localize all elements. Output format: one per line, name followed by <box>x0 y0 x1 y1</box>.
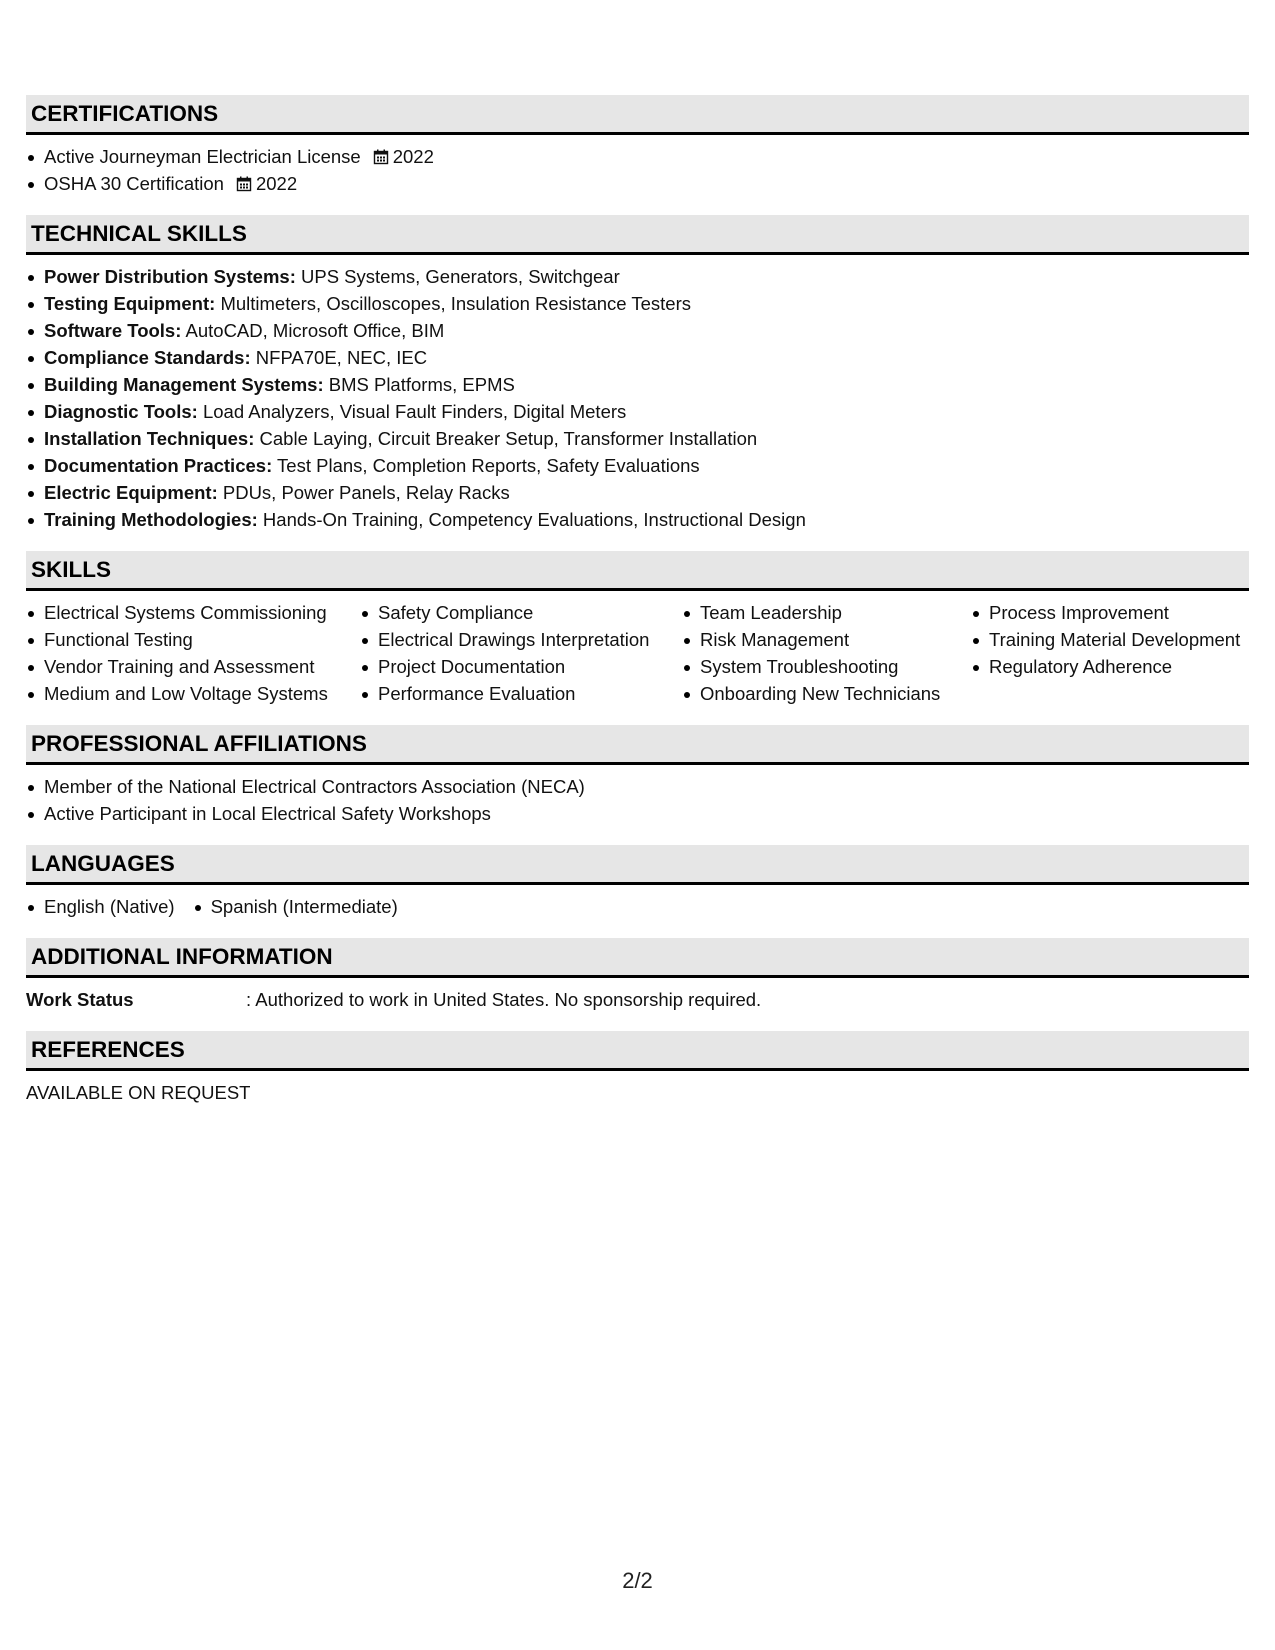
skill-label: Electric Equipment: <box>44 482 218 503</box>
section-heading: LANGUAGES <box>26 845 1249 885</box>
list-item: Functional Testing <box>26 626 360 653</box>
list-item <box>26 263 1249 290</box>
list-item: Active Participant in Local Electrical Safety Workshops <box>26 800 1249 827</box>
certification-year: 2022 <box>255 173 298 194</box>
skill-value: Hands-On Training, Competency Evaluations, Instructional Design <box>262 509 806 530</box>
section-heading: CERTIFICATIONS <box>26 95 1249 135</box>
skills-column <box>26 599 360 707</box>
list-item: Member of the National Electrical Contractors Association (NECA) <box>26 773 1249 800</box>
work-status-row <box>26 986 1249 1013</box>
section-heading: REFERENCES <box>26 1031 1249 1071</box>
skill-value: Load Analyzers, Visual Fault Finders, Digital Meters <box>202 401 627 422</box>
technical-skills-list <box>26 263 1249 533</box>
references-text: AVAILABLE ON REQUEST <box>26 1082 251 1103</box>
affiliations-section <box>26 725 1249 827</box>
list-item <box>26 398 1249 425</box>
list-item: Safety Compliance <box>360 599 682 626</box>
list-item <box>26 317 1249 344</box>
list-item <box>26 506 1249 533</box>
list-item: Spanish (Intermediate) <box>193 893 398 920</box>
additional-info-section <box>26 938 1249 1013</box>
certifications-list <box>26 143 1249 197</box>
list-item <box>26 371 1249 398</box>
list-item <box>26 425 1249 452</box>
skills-column <box>360 599 682 707</box>
list-item: Electrical Drawings Interpretation <box>360 626 682 653</box>
skill-label: Training Methodologies: <box>44 509 258 530</box>
work-status-value: : Authorized to work in United States. No sponsorship required. <box>246 989 762 1010</box>
list-item <box>26 143 1249 170</box>
calendar-icon <box>373 145 389 172</box>
skill-label: Installation Techniques: <box>44 428 255 449</box>
list-item: Team Leadership <box>682 599 971 626</box>
list-item <box>26 479 1249 506</box>
skill-value: Cable Laying, Circuit Breaker Setup, Transformer Installation <box>259 428 758 449</box>
skill-value: AutoCAD, Microsoft Office, BIM <box>185 320 445 341</box>
list-item <box>26 344 1249 371</box>
list-item: Medium and Low Voltage Systems <box>26 680 360 707</box>
resume-page <box>26 95 1249 1124</box>
section-heading: TECHNICAL SKILLS <box>26 215 1249 255</box>
list-item: Risk Management <box>682 626 971 653</box>
certification-year: 2022 <box>392 146 434 167</box>
skill-label: Power Distribution Systems: <box>44 266 296 287</box>
list-item: Performance Evaluation <box>360 680 682 707</box>
skill-label: Software Tools: <box>44 320 182 341</box>
skill-label: Documentation Practices: <box>44 455 273 476</box>
list-item: Project Documentation <box>360 653 682 680</box>
skill-value: UPS Systems, Generators, Switchgear <box>301 266 620 287</box>
list-item: System Troubleshooting <box>682 653 971 680</box>
affiliations-list <box>26 773 1249 827</box>
skills-column <box>971 599 1241 707</box>
skills-section <box>26 551 1249 707</box>
skill-value: PDUs, Power Panels, Relay Racks <box>222 482 510 503</box>
skill-label: Diagnostic Tools: <box>44 401 198 422</box>
certification-name: Active Journeyman Electrician License <box>44 146 361 167</box>
skill-label: Testing Equipment: <box>44 293 216 314</box>
list-item: Process Improvement <box>971 599 1241 626</box>
skill-value: BMS Platforms, EPMS <box>328 374 515 395</box>
list-item: Electrical Systems Commissioning <box>26 599 360 626</box>
list-item <box>26 452 1249 479</box>
skill-value: Test Plans, Completion Reports, Safety Evaluations <box>277 455 700 476</box>
references-section <box>26 1031 1249 1106</box>
list-item: English (Native) <box>26 893 175 920</box>
section-heading: PROFESSIONAL AFFILIATIONS <box>26 725 1249 765</box>
calendar-icon <box>236 172 252 199</box>
list-item: Regulatory Adherence <box>971 653 1241 680</box>
skill-value: NFPA70E, NEC, IEC <box>255 347 428 368</box>
page-indicator: 2/2 <box>622 1568 653 1593</box>
list-item: Vendor Training and Assessment <box>26 653 360 680</box>
languages-list <box>26 893 1249 920</box>
technical-skills-section <box>26 215 1249 533</box>
section-heading: SKILLS <box>26 551 1249 591</box>
list-item: Training Material Development <box>971 626 1241 653</box>
list-item <box>26 170 1249 197</box>
list-item: Onboarding New Technicians <box>682 680 971 707</box>
certification-name: OSHA 30 Certification <box>44 173 224 194</box>
skills-grid <box>26 599 1249 707</box>
skills-column <box>682 599 971 707</box>
section-heading: ADDITIONAL INFORMATION <box>26 938 1249 978</box>
skill-label: Building Management Systems: <box>44 374 324 395</box>
work-status-label: Work Status <box>26 989 134 1010</box>
list-item <box>26 290 1249 317</box>
languages-section <box>26 845 1249 920</box>
certifications-section <box>26 95 1249 197</box>
skill-value: Multimeters, Oscilloscopes, Insulation Resistance Testers <box>220 293 692 314</box>
skill-label: Compliance Standards: <box>44 347 251 368</box>
